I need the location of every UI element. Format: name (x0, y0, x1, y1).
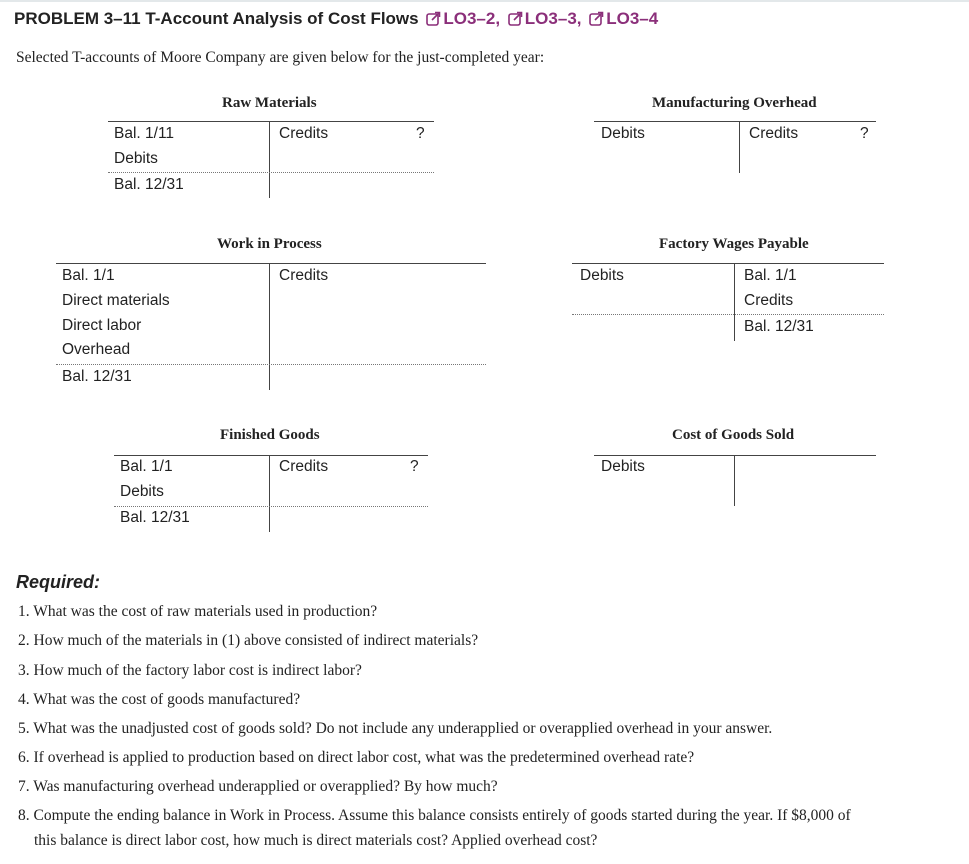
t-account-divider (734, 455, 735, 506)
t-account-top-line (594, 455, 876, 456)
credit-label: Bal. 1/1 (744, 267, 797, 284)
row-label: Bal. 1/1 (62, 267, 115, 284)
account-title: Work in Process (217, 236, 322, 252)
top-divider (0, 0, 969, 2)
row-label: Debits (580, 267, 624, 284)
account-title: Raw Materials (222, 95, 317, 111)
external-link-icon (508, 11, 523, 31)
t-account-top-line (114, 455, 428, 456)
lo-link-3-4[interactable]: LO3–4 (606, 9, 659, 28)
lo-link-3-3[interactable]: LO3–3, (524, 9, 582, 28)
credit-label: Credits (749, 125, 799, 142)
balance-rule (572, 314, 884, 315)
account-title: Factory Wages Payable (659, 236, 809, 252)
credit-label: Credits (279, 267, 329, 284)
account-title: Cost of Goods Sold (672, 427, 795, 443)
t-account-divider (269, 455, 270, 532)
credit-value: ? (860, 125, 869, 142)
t-account-top-line (594, 121, 876, 122)
credit-label: Credits (279, 125, 329, 142)
credit-value: ? (416, 125, 425, 142)
external-link-icon (426, 11, 441, 31)
row-label: Debits (601, 458, 645, 475)
account-title: Finished Goods (220, 427, 320, 443)
problem-title-text: PROBLEM 3–11 T-Account Analysis of Cost Flows (14, 9, 419, 28)
question-5: 5. What was the unadjusted cost of goods sold? Do not include any underapplied or overapplied overhead in your answer. (18, 720, 773, 737)
question-1: 1. What was the cost of raw materials used in production? (18, 603, 378, 620)
row-label: Bal. 12/31 (114, 176, 184, 193)
question-8-continued: this balance is direct labor cost, how much is direct materials cost? Applied overhead cost? (34, 832, 598, 849)
row-label: Overhead (62, 341, 131, 358)
row-label: Bal. 12/31 (62, 368, 132, 385)
credit-value: ? (410, 458, 419, 475)
row-label: Debits (114, 150, 158, 167)
question-6: 6. If overhead is applied to production based on direct labor cost, what was the predetermined overhead rate? (18, 749, 695, 766)
question-3: 3. How much of the factory labor cost is indirect labor? (18, 662, 362, 679)
credit-label: Credits (279, 458, 329, 475)
problem-intro: Selected T-accounts of Moore Company are given below for the just-completed year: (16, 49, 545, 66)
question-7: 7. Was manufacturing overhead underapplied or overapplied? By how much? (18, 778, 498, 795)
t-account-top-line (108, 121, 434, 122)
row-label: Bal. 1/1 (120, 458, 173, 475)
row-label: Bal. 1/11 (114, 125, 175, 142)
balance-rule (108, 172, 434, 173)
row-label: Debits (601, 125, 645, 142)
t-account-divider (269, 263, 270, 390)
question-4: 4. What was the cost of goods manufactured? (18, 691, 301, 708)
credit-label: Bal. 12/31 (744, 318, 814, 335)
credit-label: Credits (744, 292, 794, 309)
t-account-top-line (56, 263, 486, 264)
lo-link-3-2[interactable]: LO3–2, (443, 9, 501, 28)
problem-title (14, 9, 658, 31)
t-account-divider (734, 263, 735, 341)
row-label: Direct labor (62, 317, 142, 334)
t-account-divider (739, 121, 740, 173)
balance-rule (114, 506, 428, 507)
row-label: Debits (120, 483, 164, 500)
row-label: Direct materials (62, 292, 170, 309)
question-2: 2. How much of the materials in (1) above consisted of indirect materials? (18, 632, 479, 649)
t-account-divider (269, 121, 270, 198)
question-8: 8. Compute the ending balance in Work in Process. Assume this balance consists entirely of goods started during the year. If $8,000 of (18, 807, 851, 824)
external-link-icon (589, 11, 604, 31)
t-account-top-line (572, 263, 884, 264)
row-label: Bal. 12/31 (120, 509, 190, 526)
balance-rule (56, 364, 486, 365)
required-heading: Required: (16, 572, 101, 592)
account-title: Manufacturing Overhead (652, 95, 817, 111)
